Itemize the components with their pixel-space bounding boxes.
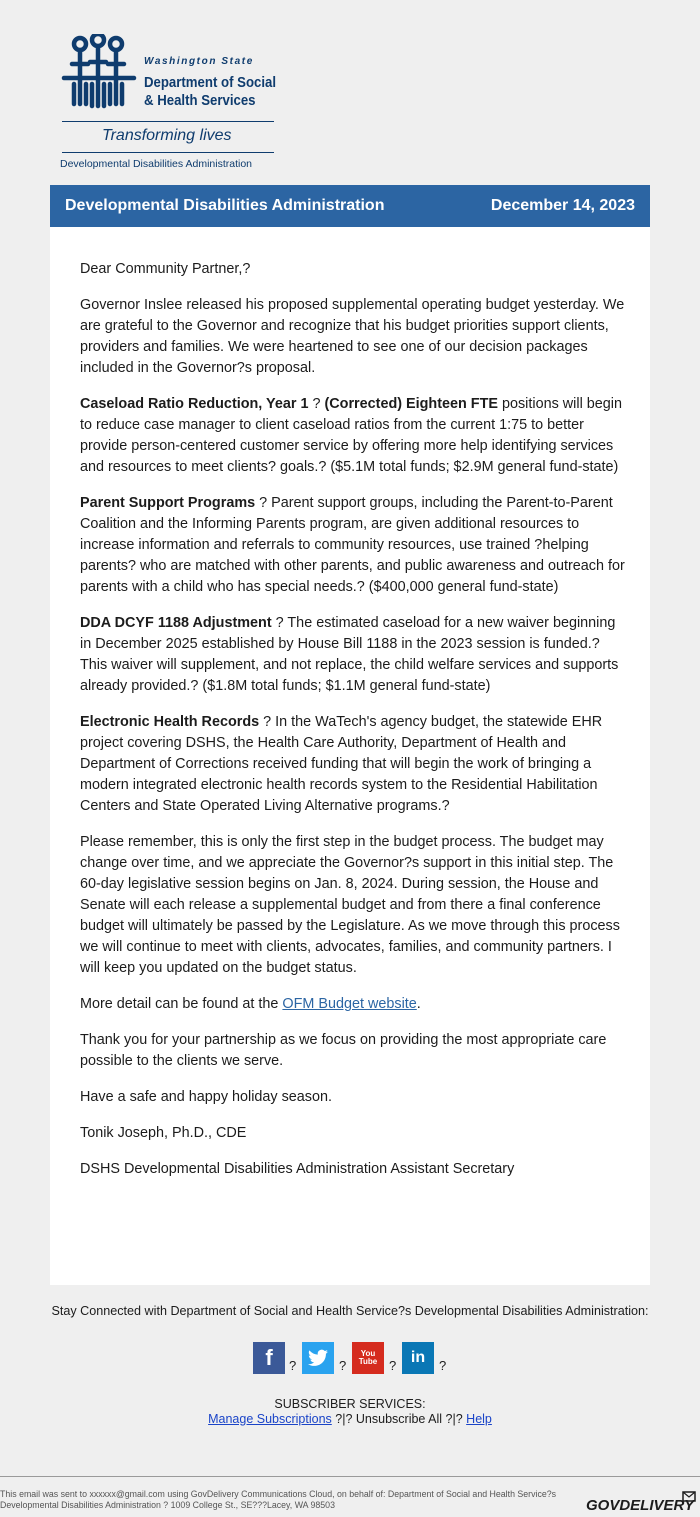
budget-item — [80, 493, 625, 598]
manage-subscriptions-link[interactable]: Manage Subscriptions — [208, 1412, 332, 1426]
newsletter-header — [50, 185, 650, 227]
budget-item: Caseload Ratio Reduction, Year 1 ? (Corrected) Eighteen FTE positions will begin to reduce case manager to client caseload ratios from the current 1:75 to better provide person-centered customer service by offering more help identifying services and resources to meet clients? goals.? ($5.1M total funds; $2.9M general fund-state) — [80, 396, 622, 475]
twitter-bird-icon — [308, 1349, 328, 1367]
item-text: positions will begin to reduce case manager to client caseload ratios from the current 1:75 to better provide person-centered customer service by offering more help identifying services and resources to meet clients? goals.? ($5.1M total funds; $2.9M general fund-state) — [80, 396, 622, 475]
help-link[interactable]: Help — [466, 1412, 492, 1426]
subscriber-services — [0, 1397, 700, 1427]
greeting: Dear Community Partner,? — [80, 261, 251, 277]
family-figures-icon — [60, 34, 140, 114]
budget-item — [80, 712, 625, 817]
govdelivery-logo — [586, 1490, 696, 1514]
item-text: ? Parent support groups, including the Parent-to-Parent Coalition and the Informing Parents program, are given additional resources to increase information and referrals to community resources, use trained ?helping parents? who are matched with other parents, and public awareness and outreach for parents with a child who has special needs.? ($400,000 general fund-state) — [80, 495, 625, 595]
facebook-icon[interactable]: f — [253, 1342, 285, 1374]
reminder-paragraph: Please remember, this is only the first step in the budget process. The budget may change over time, and we appreciate the Governor?s support in this initial step. The 60-day legislative session begins on Jan. 8, 2024. During session, the House and Senate will each release a supplemental budget and from there a final conference budget will ultimately be passed by the Legislature. As we move through this process we will continue to meet with clients, advocates, families, and community partners. I will keep you updated on the budget status. — [80, 834, 620, 976]
logo-department: Department of Social & Health Services — [144, 74, 277, 109]
header-date: December 14, 2023 — [490, 197, 635, 214]
item-heading: Electronic Health Records — [80, 714, 260, 730]
dshs-logo — [60, 34, 276, 174]
item-heading: Caseload Ratio Reduction, Year 1 — [80, 396, 309, 412]
intro-paragraph: Governor Inslee released his proposed supplemental operating budget yesterday. We are grateful to the Governor and recognize that his budget priorities support clients, providers and families. We were heartened to see one of our decision packages included in the Governor?s proposal. — [80, 297, 625, 376]
logo-divider — [62, 121, 274, 122]
item-text: ? The estimated caseload for a new waiver beginning in December 2025 established by House Bill 1188 in the 2023 session is funded.? This waiver will supplement, and not replace, the child welfare services and supports already provided.? ($1.8M total funds; $1.1M general fund-state) — [80, 615, 619, 694]
ofm-budget-link[interactable]: OFM Budget website — [282, 996, 417, 1012]
budget-item — [80, 613, 625, 697]
logo-state: Washington State — [144, 56, 254, 67]
more-detail: More detail can be found at the OFM Budget website. — [80, 996, 421, 1012]
message-card — [50, 227, 650, 1285]
youtube-icon[interactable]: You Tube — [352, 1342, 384, 1374]
logo-subtitle: Developmental Disabilities Administration — [60, 158, 253, 170]
holiday-paragraph: Have a safe and happy holiday season. — [80, 1089, 333, 1105]
twitter-icon[interactable] — [302, 1342, 334, 1374]
signature-title: DSHS Developmental Disabilities Administration Assistant Secretary — [80, 1161, 515, 1177]
unsubscribe-all: Unsubscribe All — [355, 1412, 443, 1426]
item-heading: (Corrected) Eighteen FTE — [324, 396, 498, 412]
item-heading: DDA DCYF 1188 Adjustment — [80, 615, 272, 631]
logo-tagline: Transforming lives — [102, 127, 232, 144]
stay-connected: Stay Connected with Department of Social and Health Service?s Developmental Disabilities Administration: — [51, 1304, 649, 1318]
govdelivery-wordmark: GOVDELIVERY — [586, 1497, 695, 1514]
footer-divider — [0, 1476, 700, 1477]
subscriber-heading: SUBSCRIBER SERVICES: — [274, 1397, 426, 1411]
item-text: ? In the WaTech's agency budget, the statewide EHR project covering DSHS, the Health Care Authority, Department of Health and Department of Corrections received funding that will begin the work of bringing a modern integrated electronic health records system to the Residential Habilitation Centers and State Operated Living Alternative programs.? — [80, 714, 603, 814]
thanks-paragraph: Thank you for your partnership as we focus on providing the most appropriate care possible to the clients we serve. — [80, 1032, 607, 1069]
message-body — [80, 259, 625, 1195]
item-heading: Parent Support Programs — [80, 495, 256, 511]
header-title: Developmental Disabilities Administration — [65, 197, 385, 214]
linkedin-icon[interactable]: in — [402, 1342, 434, 1374]
footer-notice: This email was sent to xxxxxx@gmail.com using GovDelivery Communications Cloud, on behalf of: Department of Social and Health Service?s Developmental Disabilities Administration ? 1009 College St., SE???Lacey, WA 98503 — [0, 1489, 557, 1510]
signature-name: Tonik Joseph, Ph.D., CDE — [80, 1125, 247, 1141]
subscriber-links: Manage Subscriptions ?|? Unsubscribe All ?|? Help — [208, 1412, 492, 1426]
logo-divider — [62, 152, 274, 153]
